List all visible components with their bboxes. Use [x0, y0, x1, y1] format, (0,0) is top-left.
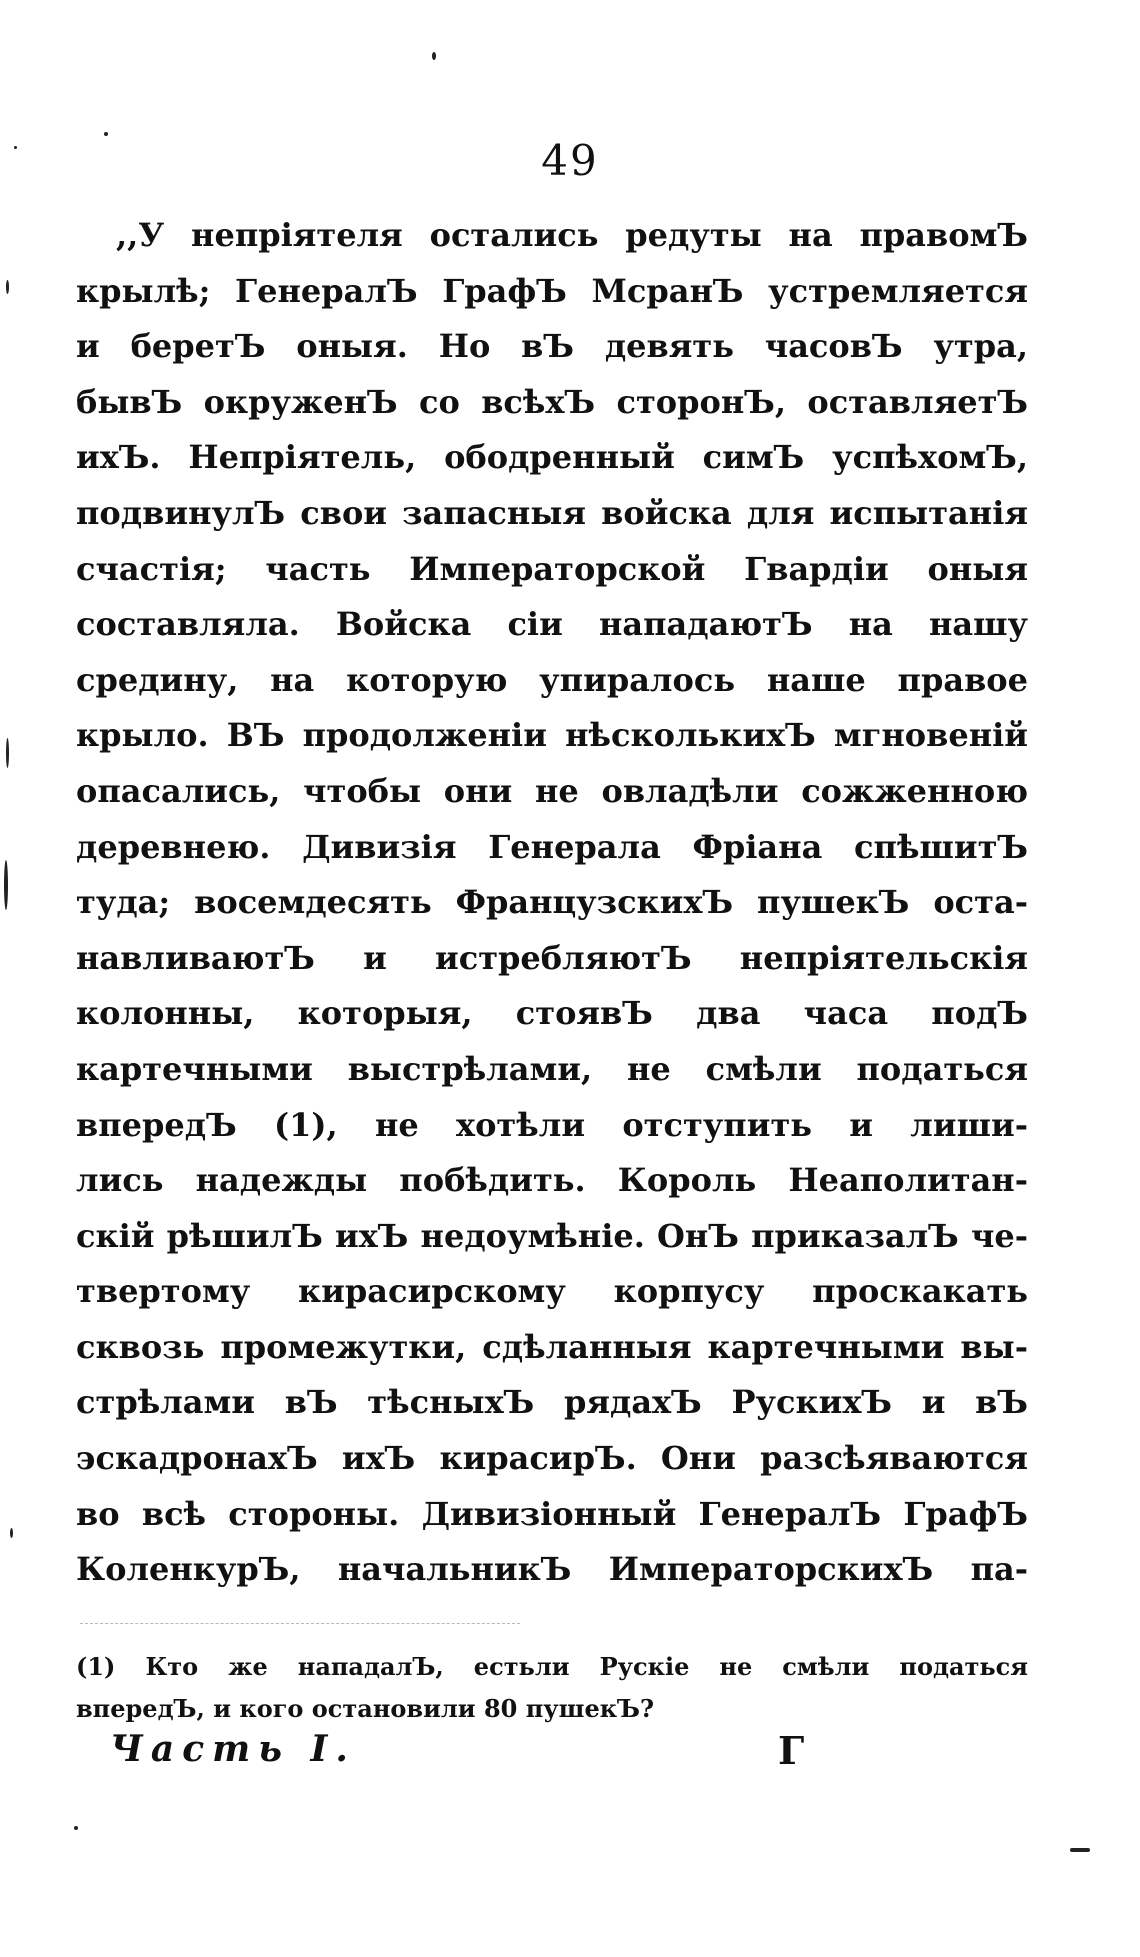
text-line: составляла. Войска сіи нападаютЪ на нашу [76, 605, 1028, 644]
ink-speck [4, 860, 8, 910]
body-text [76, 208, 1028, 1598]
text-line: колонны, которыя, стоявЪ два часа подЪ [76, 994, 1028, 1033]
text-line: средину, на которую упиралось наше правое [76, 660, 1028, 699]
text-line: крыло. ВЪ продолженіи нѣсколькихЪ мгновеній [76, 716, 1028, 755]
text-line: твертому кирасирскому корпусу проскакать [76, 1272, 1028, 1311]
ink-speck [6, 738, 9, 768]
text-line: скій рѣшилЪ ихЪ недоумѣніе. ОнЪ приказалЪ че- [76, 1216, 1028, 1255]
text-line: эскадронахЪ ихЪ кирасирЪ. Они разсѣяваются [76, 1439, 1028, 1478]
text-line: и беретЪ оныя. Но вЪ девять часовЪ утра, [76, 327, 1028, 366]
text-line: ихЪ. Непріятель, ободренный симЪ успѣхомЪ, [76, 438, 1028, 477]
footnote-line: (1) Кто же нападалЪ, естьли Рускіе не смѣли податься [76, 1652, 1028, 1681]
text-line: впередЪ (1), не хотѣли отступить и лиши- [76, 1105, 1028, 1144]
ink-speck [14, 146, 17, 149]
ink-speck [10, 1528, 13, 1538]
text-line: подвинулЪ свои запасныя войска для испытанія [76, 493, 1028, 532]
text-line: счастія; часть Императорской Гвардіи оныя [76, 549, 1028, 588]
text-line: во всѣ стороны. Дивизіонный ГенералЪ ГрафЪ [76, 1494, 1028, 1533]
ink-speck [74, 1826, 78, 1830]
text-line: КоленкурЪ, начальникЪ ИмператорскихЪ па- [76, 1550, 1028, 1589]
footnote-divider [80, 1623, 520, 1624]
text-line: лись надежды побѣдить. Король Неаполитан- [76, 1161, 1028, 1200]
footnote [76, 1646, 1028, 1730]
text-line: туда; восемдесять ФранцузскихЪ пушекЪ оста- [76, 883, 1028, 922]
ink-speck [1070, 1848, 1090, 1852]
text-line: ,,У непріятеля остались редуты на правомЪ [116, 216, 1028, 254]
text-line: опасались, чтобы они не овладѣли сожженною [76, 771, 1028, 810]
ink-speck [6, 280, 9, 294]
ink-speck [104, 132, 108, 136]
text-line: бывЪ окруженЪ со всѣхЪ сторонЪ, оставляетЪ [76, 382, 1028, 421]
text-line: картечными выстрѣлами, не смѣли податься [76, 1049, 1028, 1088]
signature-label: Часть I. [110, 1728, 356, 1770]
page-number: 49 [541, 136, 599, 185]
signature-mark: Г [778, 1728, 805, 1773]
text-line: сквозь промежутки, сдѣланныя картечными вы- [76, 1327, 1028, 1366]
text-line: деревнею. Дивизія Генерала Фріана спѣшитЪ [76, 827, 1028, 866]
text-line: стрѣлами вЪ тѣсныхЪ рядахЪ РускихЪ и вЪ [76, 1383, 1028, 1422]
text-line: навливаютЪ и истребляютЪ непріятельскія [76, 938, 1028, 977]
footnote-line: впередЪ, и кого остановили 80 пушекЪ? [76, 1694, 655, 1723]
ink-speck [432, 52, 436, 60]
text-line: крылѣ; ГенералЪ ГрафЪ МсранЪ устремляется [76, 271, 1028, 310]
